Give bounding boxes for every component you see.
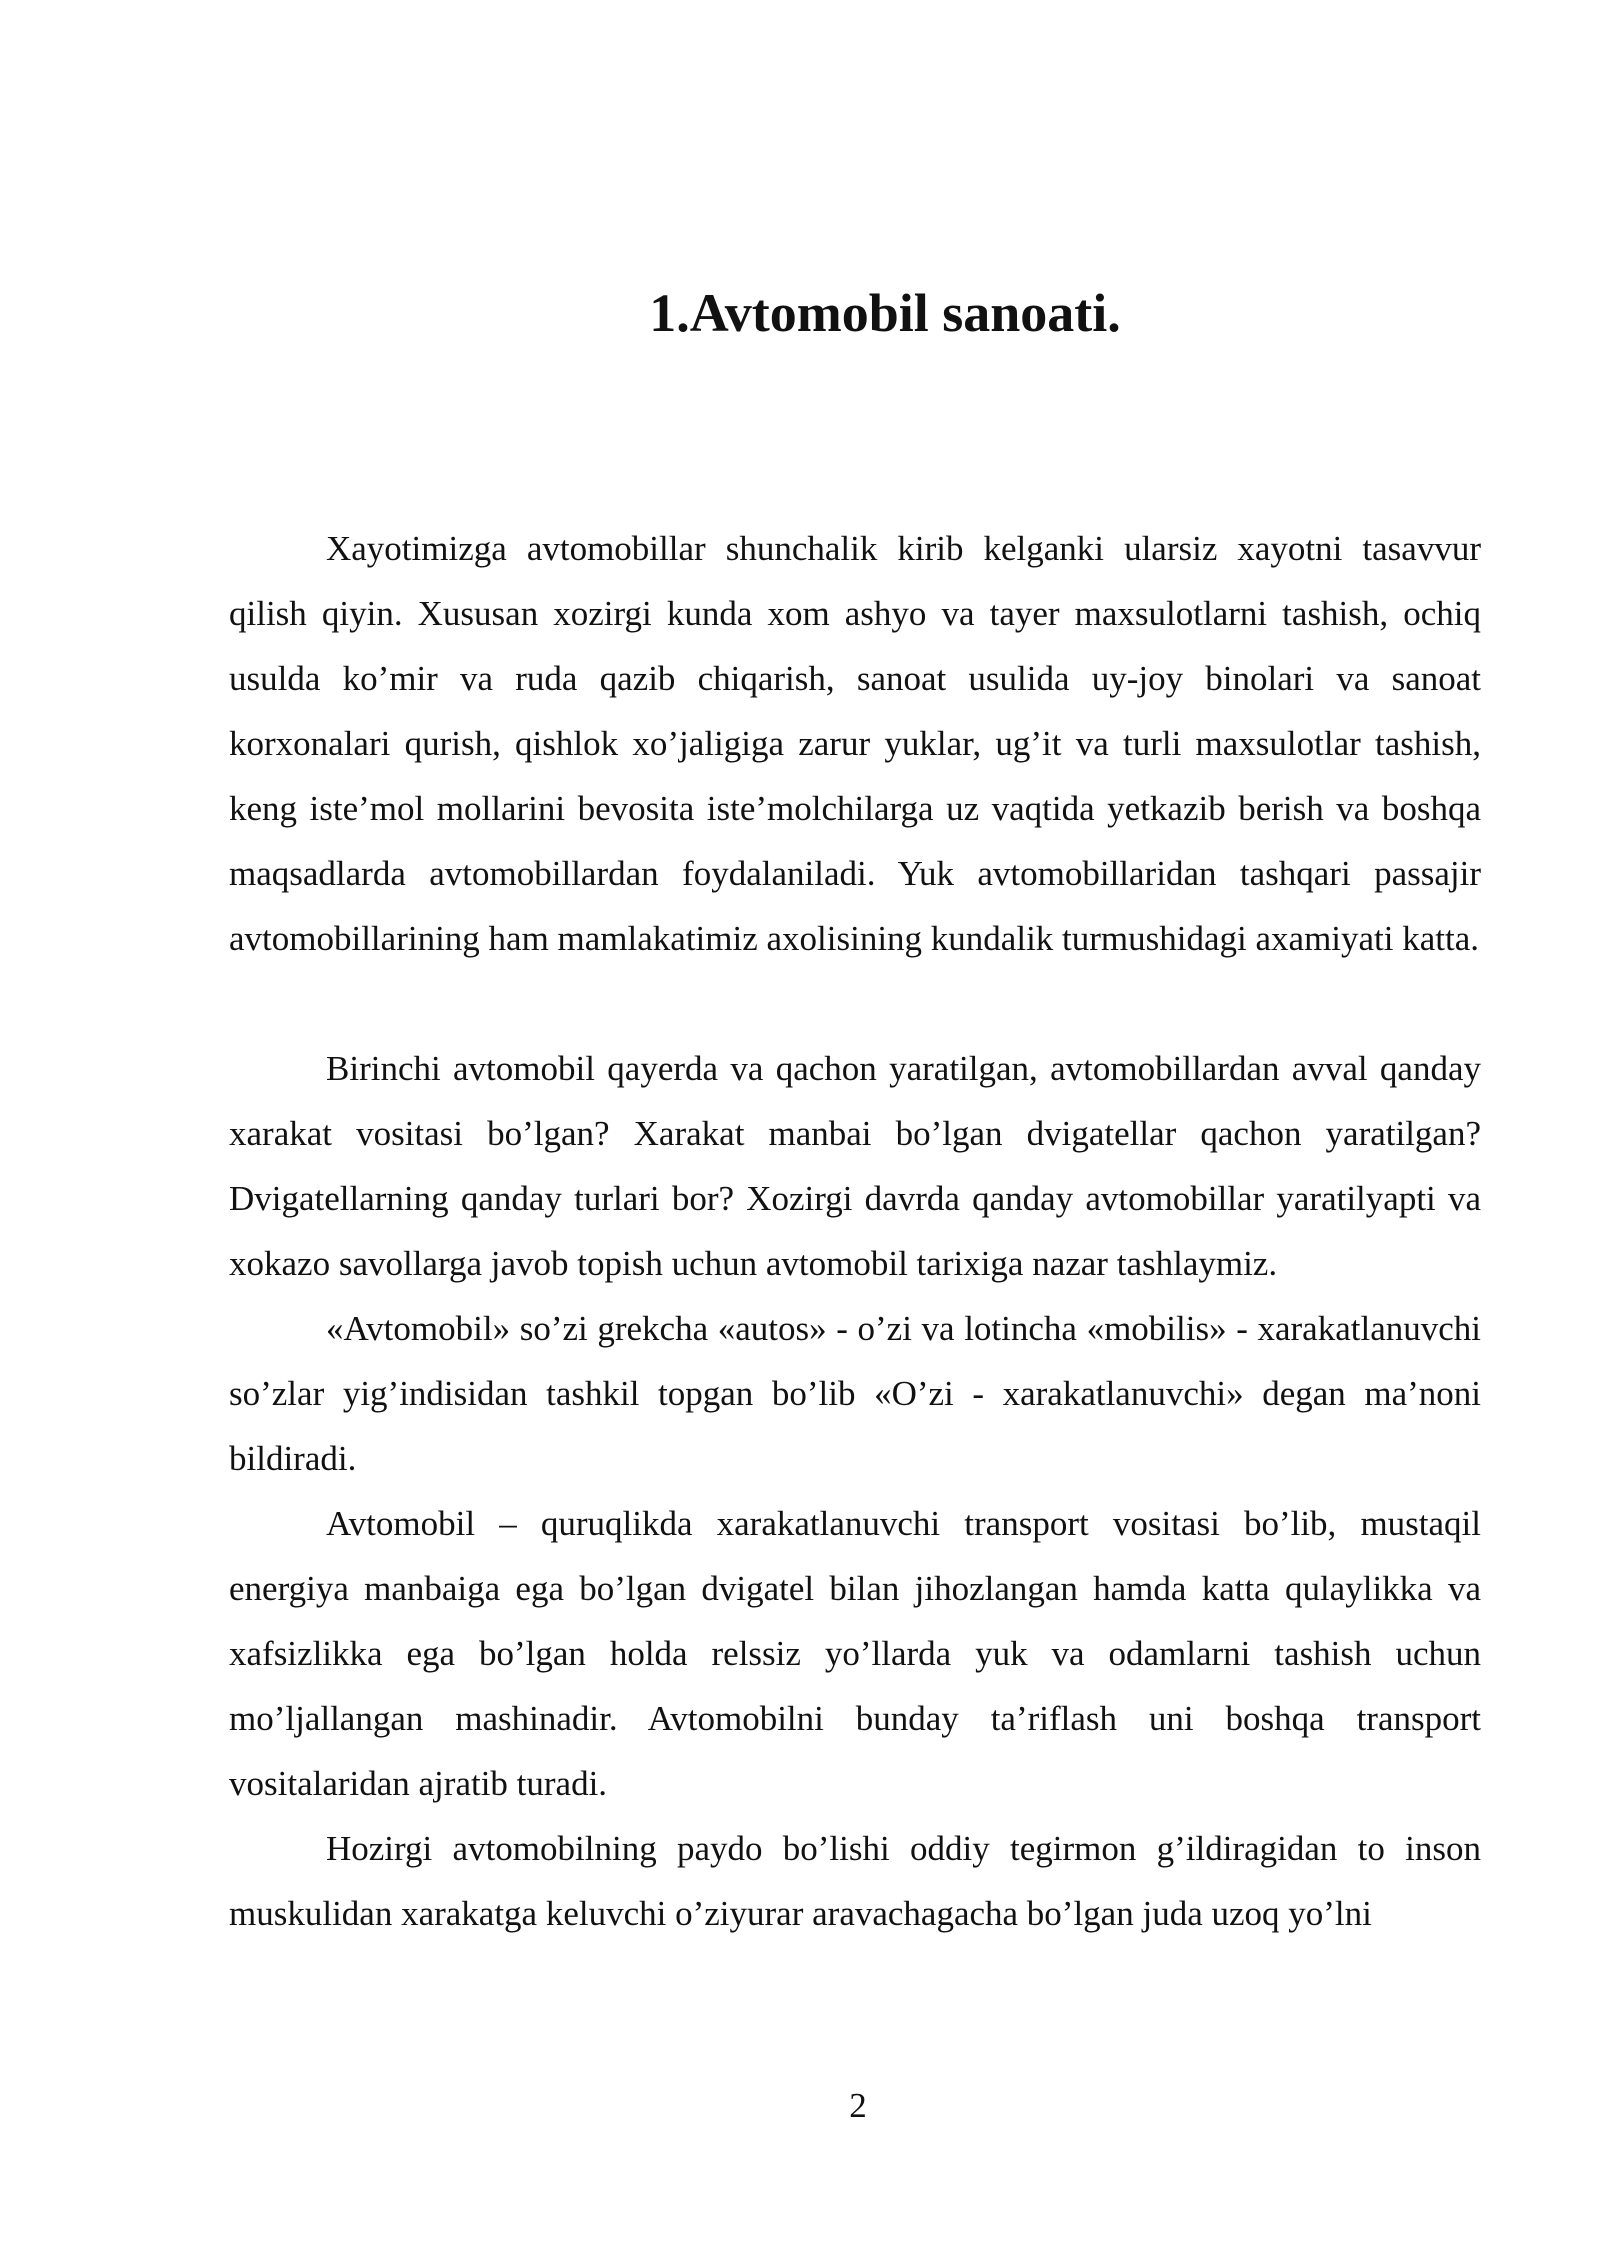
page-number: 2	[849, 2086, 867, 2125]
document-body	[229, 516, 1481, 1946]
paragraph-4: Avtomobil – quruqlikda xarakatlanuvchi transport vositasi bo’lib, mustaqil energiya manbaiga ega bo’lgan dvigatel bilan jihozlangan hamda katta qulaylikka va xafsizlikka ega bo’lgan holda relssiz yo’llarda yuk va odamlarni tashish uchun mo’ljallangan mashinadir. Avtomobilni bunday ta’riflash uni boshqa transport vositalaridan ajratib turadi.	[229, 1504, 1481, 1803]
page-title: 1.Avtomobil sanoati.	[649, 283, 1121, 343]
paragraph-3: «Avtomobil» so’zi grekcha «autos» - o’zi va lotincha «mobilis» - xarakatlanuvchi so’zlar yig’indisidan tashkil topgan bo’lib «O’zi - xarakatlanuvchi» degan ma’noni bildiradi.	[229, 1309, 1481, 1478]
paragraph-5: Hozirgi avtomobilning paydo bo’lishi oddiy tegirmon g’ildiragidan to inson muskulidan xarakatga keluvchi o’ziyurar aravachagacha bo’lgan juda uzoq yo’lni	[229, 1829, 1481, 1933]
paragraph-1: Xayotimizga avtomobillar shunchalik kirib kelganki ularsiz xayotni tasavvur qilish qiyin. Xususan xozirgi kunda xom ashyo va tayer maxsulotlarni tashish, ochiq usulda ko’mir va ruda qazib chiqarish, sanoat usulida uy-joy binolari va sanoat korxonalari qurish, qishlok xo’jaligiga zarur yuklar, ug’it va turli maxsulotlar tashish, keng iste’mol mollarini bevosita iste’molchilarga uz vaqtida yetkazib berish va boshqa maqsadlarda avtomobillardan foydalaniladi. Yuk avtomobillaridan tashqari passajir avtomobillarining ham mamlakatimiz axolisining kundalik turmushidagi axamiyati katta.	[229, 529, 1481, 958]
paragraph-2: Birinchi avtomobil qayerda va qachon yaratilgan, avtomobillardan avval qanday xarakat vositasi bo’lgan? Xarakat manbai bo’lgan dvigatellar qachon yaratilgan? Dvigatellarning qanday turlari bor? Xozirgi davrda qanday avtomobillar yaratilyapti va xokazo savollarga javob topish uchun avtomobil tarixiga nazar tashlaymiz.	[229, 1049, 1481, 1283]
